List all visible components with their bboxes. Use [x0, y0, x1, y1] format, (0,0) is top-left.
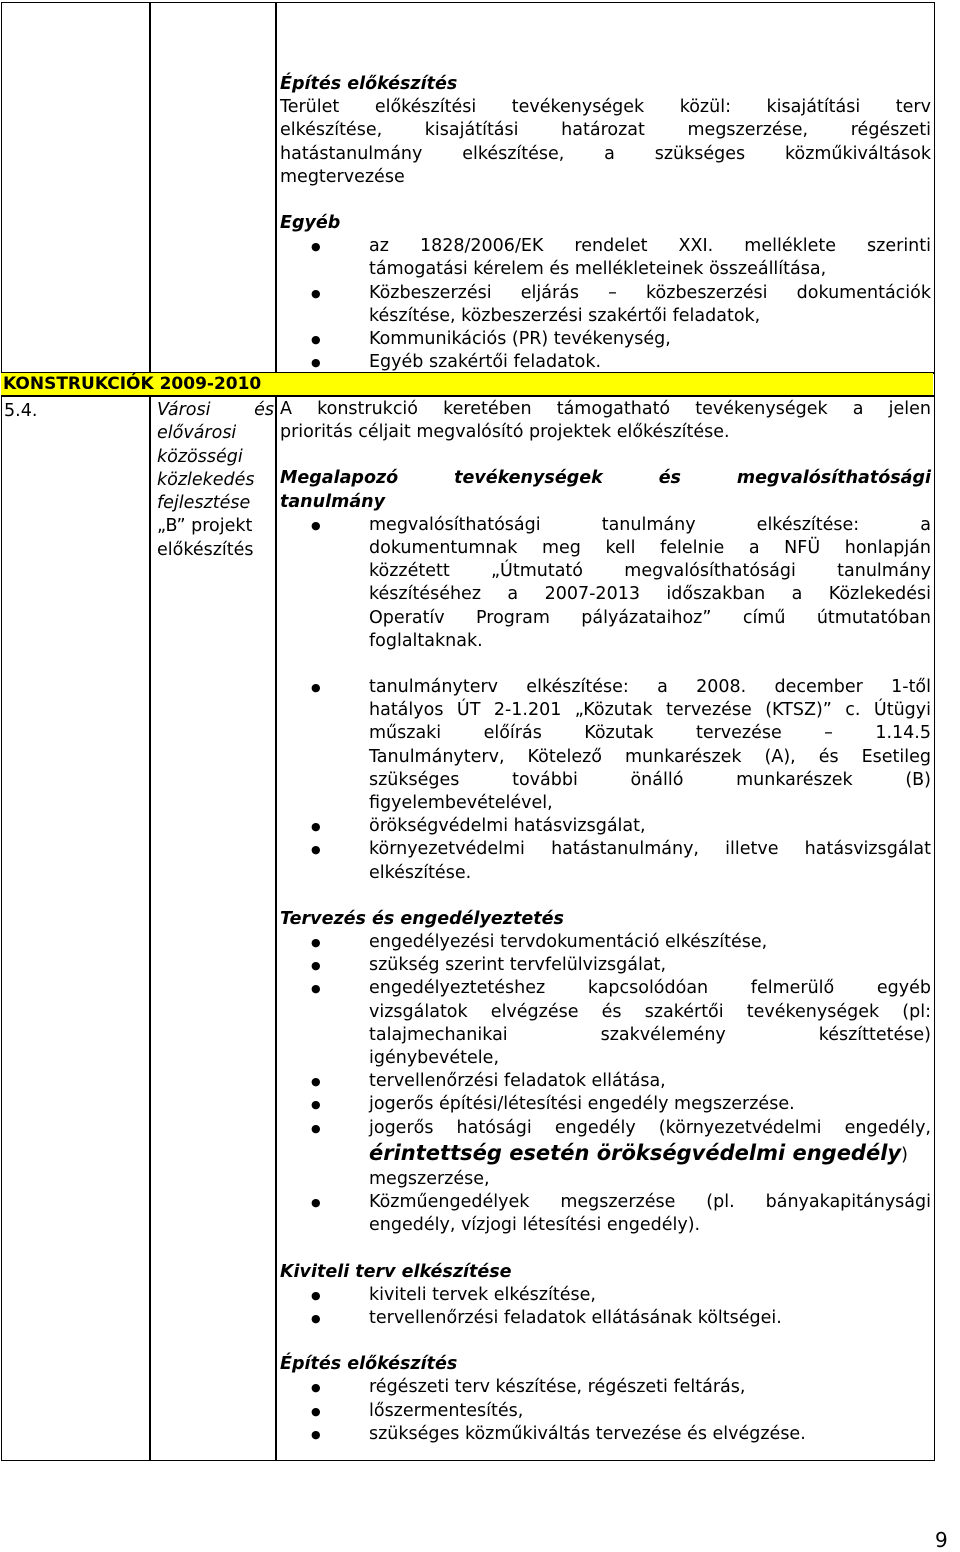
list-item: ● lőszermentesítés,: [280, 1400, 931, 1423]
megalapozo-list: [280, 514, 931, 653]
bullet-icon: ●: [311, 959, 321, 973]
bullet-icon: ●: [311, 356, 321, 370]
list-item: ● szükség szerint tervfelülvizsgálat,: [280, 954, 931, 977]
section-title-band: [1, 373, 933, 395]
list-item: ● tanulmányterv elkészítése: a 2008. december 1-től hatályos ÚT 2-1.201 „Közutak tervezése (KTSZ)” c. Útügyi műszaki előírás Közutak tervezése – 1.14.5 Tanulmányterv, Kötelező munkarészek (A), és Esetileg szükséges további önálló munkarészek (B) figyelembevételével,: [311, 677, 931, 814]
para-line-3: hatástanulmány elkészítése, a szükséges közműkiváltások: [280, 143, 931, 164]
main-content: [280, 398, 931, 1446]
page-number: 9: [935, 1528, 948, 1552]
bullet-icon: ●: [311, 1196, 321, 1210]
epites-list: [280, 1376, 931, 1446]
epites-heading: Építés előkészítés: [280, 1354, 458, 1375]
bullet-icon: ●: [311, 1121, 321, 1135]
egyeb-heading: Egyéb: [280, 213, 341, 234]
bullet-icon: ●: [311, 518, 321, 532]
list-item: ● jogerős hatósági engedély (környezetvédelmi engedély, érintettség esetén örökségvédelmi engedély) megszerzése,: [311, 1117, 931, 1189]
bullet-icon: ●: [311, 333, 321, 347]
list-item: ● engedélyezési tervdokumentáció elkészítése,: [280, 931, 931, 954]
bullet-icon: ●: [311, 1075, 321, 1089]
megalapozo-heading-2: tanulmány: [280, 491, 385, 512]
list-item: ● Közműengedélyek megszerzése (pl. bányakapitánysági engedély, vízjogi létesítési engedély).: [311, 1192, 931, 1236]
bullet-icon: ●: [311, 936, 321, 950]
list-item: ● Kommunikációs (PR) tevékenység,: [280, 328, 931, 351]
bullet-icon: ●: [311, 286, 321, 300]
row-number: 5.4.: [4, 401, 38, 421]
list-item: ● Közbeszerzési eljárás – közbeszerzési dokumentációk készítése, közbeszerzési szakértői feladatok,: [311, 282, 931, 326]
bullet-icon: ●: [311, 982, 321, 996]
bullet-icon: ●: [311, 681, 321, 695]
bullet-icon: ●: [311, 820, 321, 834]
list-item: ● örökségvédelmi hatásvizsgálat,: [280, 815, 931, 838]
tervezes-heading: Tervezés és engedélyeztetés: [280, 908, 564, 929]
section-title: KONSTRUKCIÓK 2009-2010: [3, 374, 262, 394]
bullet-icon: ●: [311, 1381, 321, 1395]
bullet-icon: ●: [311, 1311, 321, 1325]
bullet-icon: ●: [311, 240, 321, 254]
bullet-icon: ●: [311, 1098, 321, 1112]
list-item: ● tervellenőrzési feladatok ellátása,: [280, 1070, 931, 1093]
egyeb-list: [280, 235, 931, 374]
emphasis-text: érintettség esetén örökségvédelmi engedély: [369, 1140, 902, 1165]
section-bottom-rule: [1, 395, 935, 397]
column-divider-2b: [275, 395, 277, 1461]
column-divider-2: [275, 2, 277, 373]
intro-line-2: prioritás céljait megvalósító projektek előkészítése.: [280, 422, 730, 443]
column-divider-1b: [149, 395, 151, 1461]
list-item: ● Egyéb szakértői feladatok.: [280, 351, 931, 374]
list-item: ● régészeti terv készítése, régészeti feltárás,: [280, 1376, 931, 1399]
list-item: ● szükséges közműkiváltás tervezése és elvégzése.: [280, 1423, 931, 1446]
list-item: ● jogerős építési/létesítési engedély megszerzése.: [280, 1093, 931, 1116]
intro-line-1: A konstrukció keretében támogatható tevékenységek a jelen: [280, 399, 931, 419]
epites-elokeszites-heading-top: Építés előkészítés: [280, 74, 458, 94]
kiviteli-heading: Kiviteli terv elkészítése: [280, 1261, 512, 1282]
column-divider-1: [149, 2, 151, 373]
list-item: ● kiviteli tervek elkészítése,: [280, 1284, 931, 1307]
bullet-icon: ●: [311, 1404, 321, 1418]
bullet-icon: ●: [311, 1427, 321, 1441]
para-line-4: megtervezése: [280, 166, 405, 187]
bullet-icon: ●: [311, 1288, 321, 1302]
para-line-2: elkészítése, kisajátítási határozat megszerzése, régészeti: [280, 120, 931, 141]
list-item: ● megvalósíthatósági tanulmány elkészítése: a dokumentumnak meg kell felelnie a NFÜ honlapján közzétett „Útmutató megvalósíthatósági tanulmány készítéséhez a 2007-2013 időszakban a Közlekedési Operatív Program pályázataihoz” című útmutatóban foglaltaknak.: [311, 514, 931, 651]
kiviteli-list: [280, 1284, 931, 1330]
list-item: ● környezetvédelmi hatástanulmány, illetve hatásvizsgálat elkészítése.: [311, 839, 931, 883]
tervezes-list: [280, 931, 931, 1237]
list-item: ● engedélyeztetéshez kapcsolódóan felmerülő egyéb vizsgálatok elvégzése és szakértői tevékenységek (pl: talajmechanikai szakvélemény készíttetése) igénybevétele,: [311, 978, 931, 1069]
megalapozo-list-2: [280, 676, 931, 885]
top-block: [280, 73, 931, 374]
list-item: ● az 1828/2006/EK rendelet XXI. melléklete szerinti támogatási kérelem és mellékleteinek összeállítása,: [311, 236, 931, 280]
para-line-1: Terület előkészítési tevékenységek közül: kisajátítási terv: [280, 97, 931, 118]
bullet-icon: ●: [311, 843, 321, 857]
row-name: Városi és elővárosi közösségi közlekedés fejlesztése „B” projekt előkészítés: [157, 400, 274, 560]
megalapozo-heading-1: Megalapozó tevékenységek és megvalósíthatósági: [280, 468, 931, 489]
list-item: ● tervellenőrzési feladatok ellátásának költségei.: [280, 1307, 931, 1330]
